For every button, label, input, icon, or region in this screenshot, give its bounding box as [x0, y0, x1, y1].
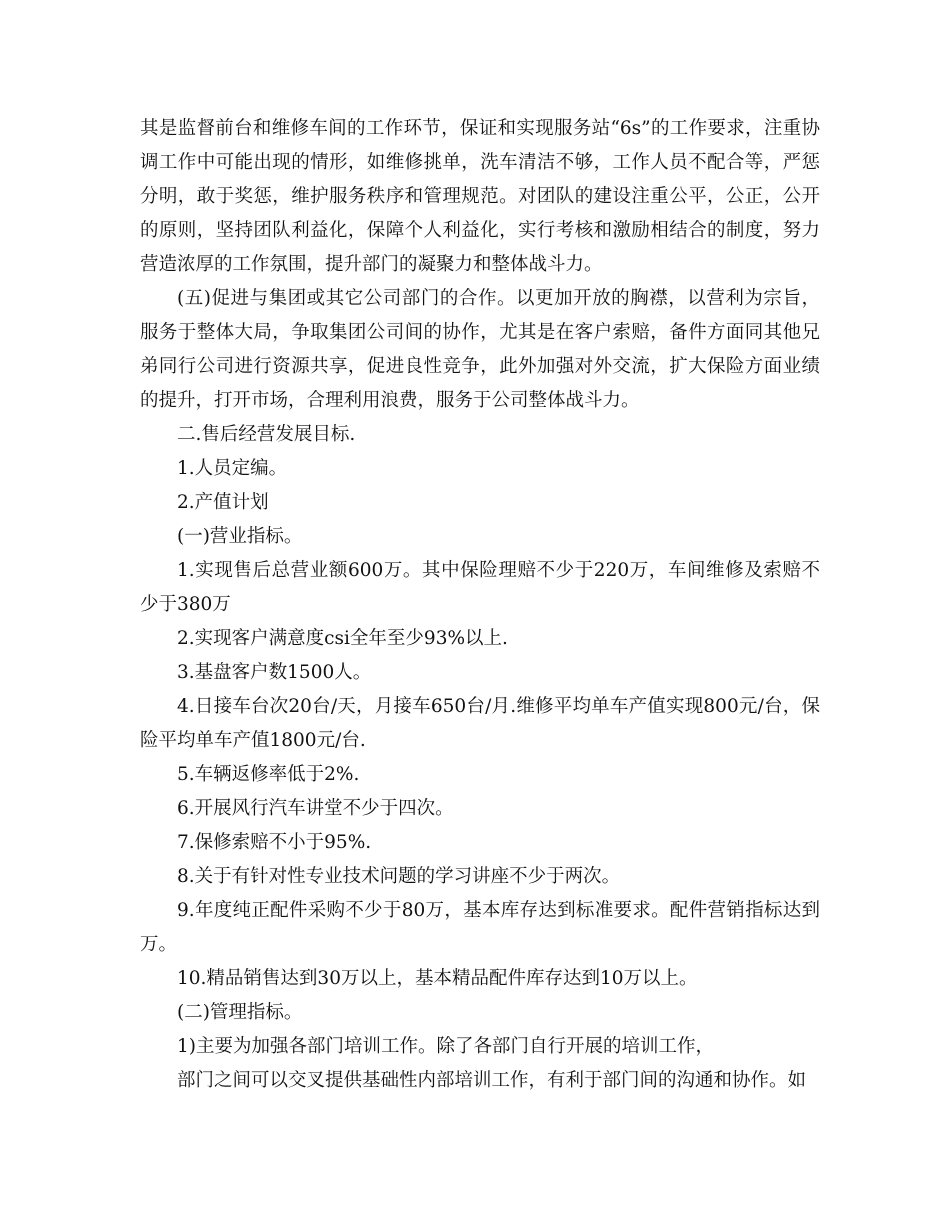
list-item: 3.基盘客户数1500人。: [177, 662, 372, 683]
subsection-heading-business: (一)营业指标。: [177, 526, 303, 547]
list-item: 1)主要为加强各部门培训工作。除了各部门自行开展的培训工作，: [177, 1036, 714, 1057]
paragraph-continuation: 其是监督前台和维修车间的工作环节，保证和实现服务站“6s”的工作要求，注重协调工作中可能出现的情形，如维修挑单，洗车清洁不够，工作人员不配合等，严惩分明，敢于奖惩，维护服务秩序和管理规范。对团队的建设注重公平，公正，公开的原则，坚持团队利益化，保障个人利益化，实行考核和激励相结合的制度，努力营造浓厚的工作氛围，提升部门的凝聚力和整体战斗力。: [140, 118, 820, 275]
list-item: 6.开展风行汽车讲堂不少于四次。: [177, 798, 454, 819]
list-item: 7.保修索赔不小于95%.: [177, 832, 372, 853]
paragraph-cooperation: (五)促进与集团或其它公司部门的合作。以更加开放的胸襟，以营利为宗旨，服务于整体大局，争取集团公司间的协作，尤其是在客户索赔，备件方面同其他兄弟同行公司进行资源共享，促进良性竞争，此外加强对外交流，扩大保险方面业绩的提升，打开市场，合理利用浪费，服务于公司整体战斗力。: [140, 288, 820, 411]
list-item: 9.年度纯正配件采购不少于80万，基本库存达到标准要求。配件营销指标达到万。: [140, 900, 820, 955]
list-item: 2.实现客户满意度csi全年至少93%以上.: [177, 628, 508, 649]
list-item: 1.人员定编。: [177, 458, 288, 479]
paragraph-training: 部门之间可以交叉提供基础性内部培训工作，有利于部门间的沟通和协作。如: [177, 1070, 807, 1091]
subsection-heading-management: (二)管理指标。: [177, 1002, 303, 1023]
list-item: 4.日接车台次20台/天，月接车650台/月.维修平均单车产值实现800元/台，保险平均单车产值1800元/台.: [140, 696, 820, 751]
list-item: 1.实现售后总营业额600万。其中保险理赔不少于220万，车间维修及索赔不少于380万: [140, 560, 820, 615]
list-item: 8.关于有针对性专业技术问题的学习讲座不少于两次。: [177, 866, 621, 887]
list-item: 5.车辆返修率低于2%.: [177, 764, 360, 785]
document-body: [140, 112, 820, 1098]
list-item: 10.精品销售达到30万以上，基本精品配件库存达到10万以上。: [177, 968, 698, 989]
section-heading-goals: 二.售后经营发展目标.: [177, 424, 356, 445]
list-item: 2.产值计划: [177, 492, 269, 513]
